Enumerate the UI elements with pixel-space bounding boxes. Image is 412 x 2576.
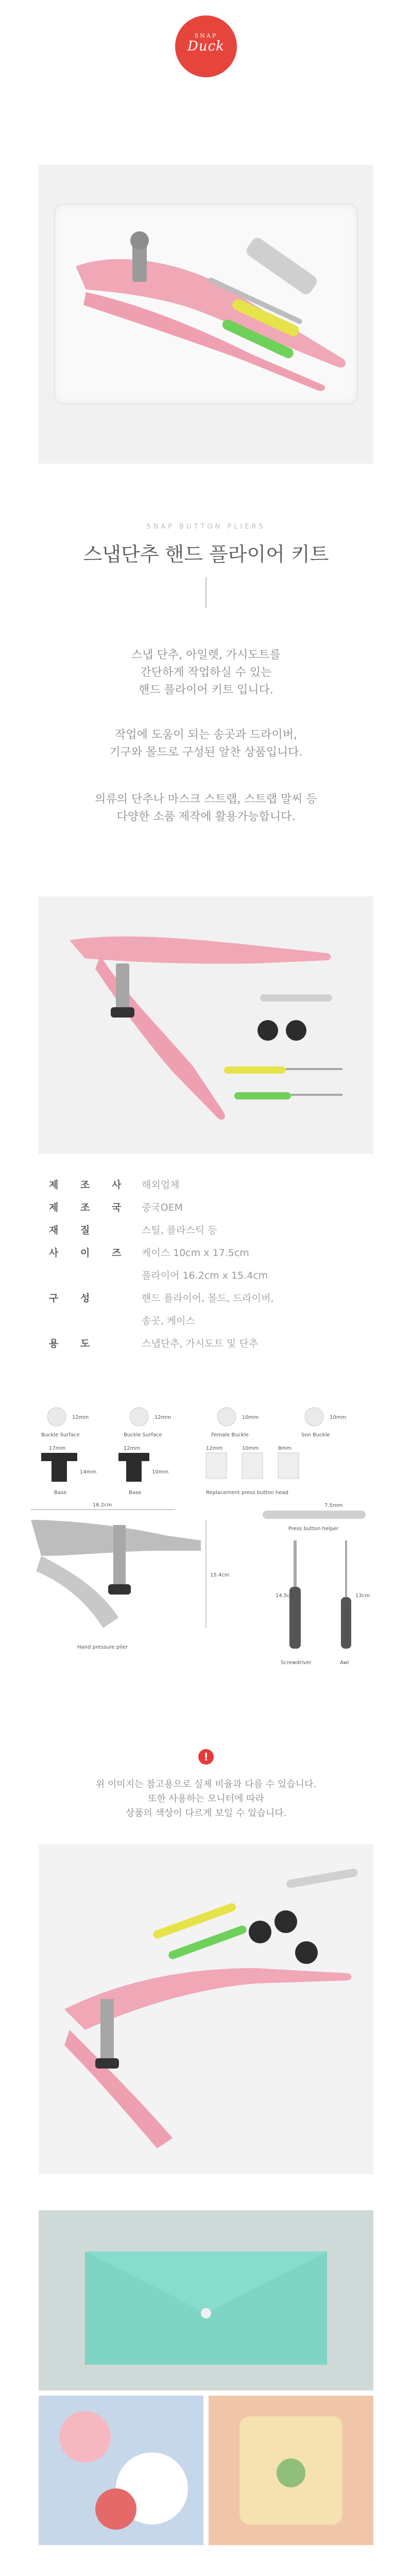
description-paragraph-2 [0, 726, 412, 761]
base-dim: 14mm [80, 1469, 97, 1475]
spec-label: 구 성 [49, 1293, 99, 1304]
part-size: 10mm [330, 1415, 347, 1420]
logo-sub: SNAP [194, 32, 218, 39]
base-dim: 12mm [124, 1446, 141, 1451]
desc-line: 기구와 몰드로 구성된 알찬 상품입니다. [109, 746, 303, 759]
driver-label: Screwdriver [281, 1660, 312, 1666]
screwdriver [276, 1540, 312, 1666]
description-paragraph-3 [0, 791, 412, 826]
header [0, 0, 412, 118]
spec-row [49, 1177, 363, 1193]
part-label: Buckle Surface [124, 1432, 162, 1438]
part-size: 10mm [242, 1415, 259, 1420]
spec-value: 스냅단추, 가시도트 및 단추 [142, 1338, 259, 1349]
product-photo [39, 1844, 373, 2174]
part-size: 12mm [154, 1415, 171, 1420]
base-dim: 10mm [152, 1469, 169, 1475]
spec-row [49, 1336, 363, 1351]
head-size: 10mm [242, 1446, 259, 1451]
snap-part [301, 1408, 346, 1438]
page-title: 스냅단추 핸드 플라이어 키트 [83, 543, 329, 566]
section-subtitle: SNAP BUTTON PLIERS [146, 523, 266, 531]
spec-value: 플라이어 16.2cm x 15.4cm [142, 1270, 268, 1281]
warning-icon: ! [198, 1749, 214, 1765]
heads-label: Replacement press button head [206, 1490, 289, 1496]
spec-label: 제 조 국 [49, 1202, 131, 1213]
desc-line: 스냅 단추, 아일렛, 가시도트를 [131, 649, 281, 662]
usage-photo-mask-strap [209, 2396, 373, 2545]
parts-diagram-svg [21, 1401, 391, 1690]
spec-value: 스틸, 플라스틱 등 [142, 1225, 217, 1236]
awl-size: 13cm [355, 1593, 370, 1599]
snap-part [124, 1408, 171, 1438]
part-label: Son Buckle [301, 1432, 330, 1438]
envelope-illustration [39, 2210, 373, 2391]
snap-part [41, 1408, 89, 1438]
desc-line: 다양한 소품 제작에 활용가능합니다. [116, 810, 296, 823]
base-label: Base [129, 1490, 142, 1496]
spec-value: 중국OEM [142, 1202, 183, 1213]
part-label: Buckle Surface [41, 1432, 80, 1438]
spec-label: 재 질 [49, 1225, 99, 1236]
plier-width: 16.2cm [93, 1502, 112, 1508]
desc-line: 작업에 도움이 되는 송곳과 드라이버, [115, 728, 297, 741]
replacement-heads [206, 1446, 299, 1496]
press-helper [263, 1503, 366, 1532]
hero-tools-illustration [55, 205, 359, 405]
notice-line: 또한 사용하는 모니터에 따라 [148, 1793, 264, 1804]
helper-size: 7.5mm [324, 1503, 343, 1509]
notice-line: 상품의 색상이 다르게 보일 수 있습니다. [125, 1808, 287, 1819]
base-part [41, 1446, 96, 1496]
desc-line: 핸드 플라이어 키트 입니다. [139, 684, 273, 697]
awl-label: Awl [340, 1660, 349, 1666]
parts-diagram [21, 1401, 391, 1690]
base-dim: 17mm [49, 1446, 66, 1451]
usage-photo-baby-clothes [39, 2396, 203, 2545]
spec-value: 송곳, 케이스 [142, 1315, 195, 1327]
spec-label [49, 1313, 142, 1329]
hand-plier [31, 1502, 230, 1650]
plier-height: 15.4cm [210, 1572, 230, 1578]
desc-line: 간단하게 작업하실 수 있는 [140, 666, 272, 679]
plier-label: Hand pressure plier [77, 1645, 128, 1650]
components-illustration [39, 896, 373, 1154]
title-divider [205, 577, 207, 608]
base-label: Base [54, 1490, 67, 1496]
snap-part [211, 1408, 259, 1438]
head-size: 8mm [278, 1446, 291, 1451]
spec-value: 핸드 플라이어, 몰드, 드라이버, [142, 1293, 274, 1304]
product-photo-illustration [39, 1844, 373, 2174]
spec-row [49, 1291, 363, 1306]
spec-label: 사 이 즈 [49, 1247, 131, 1259]
spec-row [49, 1268, 363, 1283]
spec-label [49, 1268, 142, 1283]
brand-logo[interactable] [175, 15, 237, 77]
mask-strap-illustration [209, 2396, 373, 2545]
base-part [118, 1446, 168, 1496]
spec-value: 해외업체 [142, 1179, 180, 1191]
head-size: 12mm [206, 1446, 223, 1451]
logo-text: Duck [187, 39, 225, 54]
spec-row [49, 1223, 363, 1238]
helper-label: Press button helper [288, 1526, 339, 1532]
notice-line: 위 이미지는 참고용으로 실제 비율과 다를 수 있습니다. [95, 1779, 317, 1790]
tool-case [54, 204, 358, 404]
spec-label: 용 도 [49, 1338, 99, 1349]
spec-row [49, 1313, 363, 1329]
baby-clothes-illustration [39, 2396, 203, 2545]
desc-line: 의류의 단추나 마스크 스트랩, 스트랩 말씨 등 [95, 793, 317, 806]
driver-size: 14.5cm [276, 1593, 295, 1599]
spec-row [49, 1200, 363, 1215]
part-label: Female Buckle [211, 1432, 249, 1438]
spec-value: 케이스 10cm x 17.5cm [142, 1247, 249, 1259]
description-paragraph-1 [0, 647, 412, 699]
awl [340, 1540, 370, 1666]
notice-text [0, 1777, 412, 1821]
spec-label: 제 조 사 [49, 1179, 131, 1191]
product-components-image [39, 896, 373, 1154]
spec-row [49, 1245, 363, 1261]
usage-photo-envelope [39, 2210, 373, 2391]
spec-table [49, 1177, 363, 1359]
part-size: 12mm [72, 1415, 89, 1420]
